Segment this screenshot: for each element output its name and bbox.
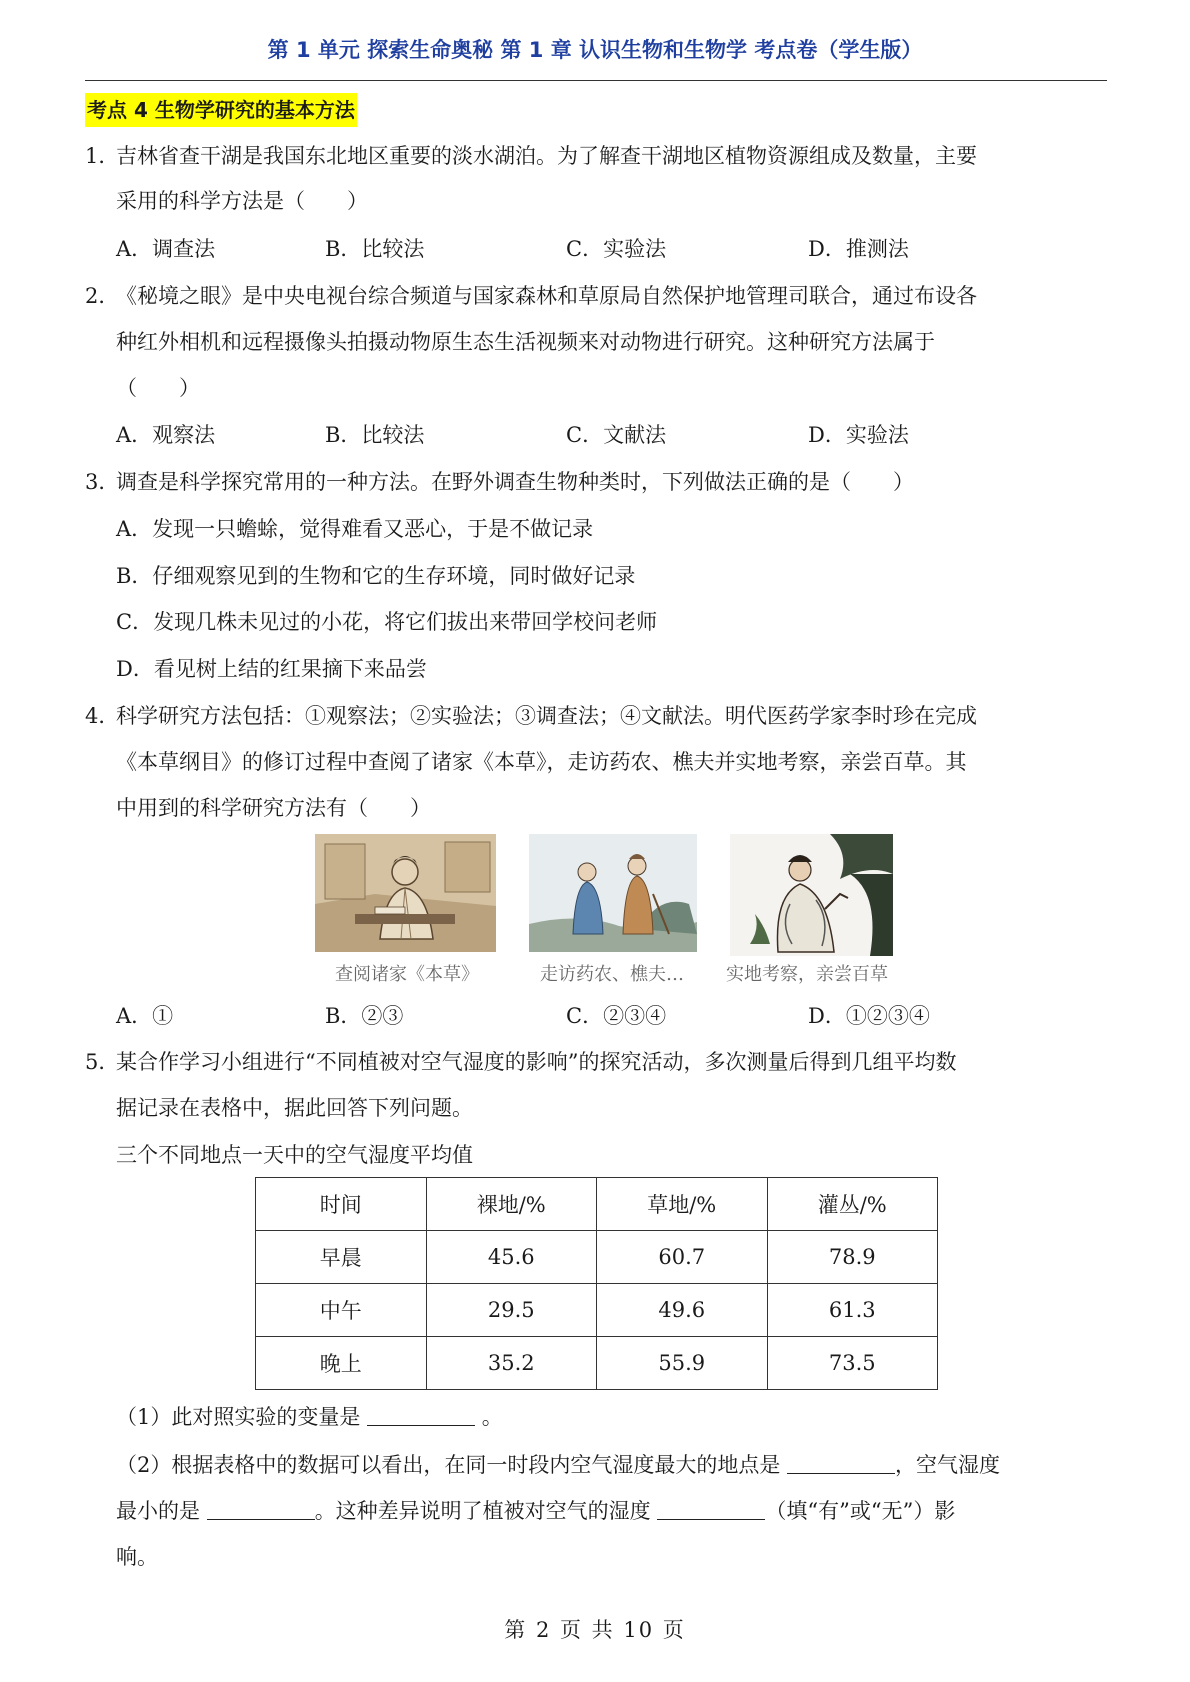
table-header-row	[256, 1178, 938, 1231]
scholar-reading-illustration	[315, 834, 496, 952]
table-cell: 78.9	[767, 1231, 938, 1284]
table-cell: 61.3	[767, 1284, 938, 1337]
q2-option-a: A．观察法	[116, 423, 216, 447]
q3-number: 3．	[85, 470, 120, 494]
caption-picture-1: 查阅诸家《本草》	[335, 964, 479, 985]
q4-option-b: B．②③	[325, 1004, 404, 1028]
q2-number: 2．	[85, 284, 120, 308]
field-investigation-illustration	[730, 834, 893, 956]
table-title: 三个不同地点一天中的空气湿度平均值	[116, 1143, 473, 1167]
page-footer: 第 2 页 共 10 页	[504, 1618, 686, 1642]
q5-sub2-line3: 响。	[116, 1545, 158, 1569]
table-header-cell: 时间	[256, 1178, 427, 1231]
table-header-cell: 草地/%	[597, 1178, 768, 1231]
q1-text-line1: 吉林省查干湖是我国东北地区重要的淡水湖泊。为了解查干湖地区植物资源组成及数量，主要	[116, 144, 977, 168]
table-cell: 早晨	[256, 1231, 427, 1284]
q1-option-c: C．实验法	[566, 237, 667, 261]
q2-text-line3: （ ）	[116, 376, 200, 400]
table-cell: 29.5	[426, 1284, 597, 1337]
q1-option-b: B．比较法	[325, 237, 425, 261]
q5-number: 5．	[85, 1050, 120, 1074]
q1-option-d: D．推测法	[808, 237, 909, 261]
q5-sub2-text-b: ，空气湿度	[895, 1453, 1001, 1477]
table-cell: 60.7	[597, 1231, 768, 1284]
answer-blank-4[interactable]	[657, 1499, 765, 1520]
q5-sub2-text-d: 。这种差异说明了植被对空气的湿度	[314, 1499, 651, 1523]
table-cell: 73.5	[767, 1337, 938, 1390]
q2-text-line1: 《秘境之眼》是中央电视台综合频道与国家森林和草原局自然保护地管理司联合，通过布设各	[116, 284, 977, 308]
humidity-table	[255, 1177, 938, 1390]
q1-number: 1．	[85, 144, 120, 168]
table-cell: 中午	[256, 1284, 427, 1337]
q3-option-d: D．看见树上结的红果摘下来品尝	[116, 657, 427, 681]
q2-option-d: D．实验法	[808, 423, 909, 447]
q2-option-b: B．比较法	[325, 423, 425, 447]
q5-sub2-line1	[116, 1450, 1000, 1480]
table-header-cell: 裸地/%	[426, 1178, 597, 1231]
q5-text-line2: 据记录在表格中，据此回答下列问题。	[116, 1096, 473, 1120]
q4-option-d: D．①②③④	[808, 1004, 930, 1028]
q2-text-line2: 种红外相机和远程摄像头拍摄动物原生态生活视频来对动物进行研究。这种研究方法属于	[116, 330, 935, 354]
answer-blank-3[interactable]	[207, 1499, 315, 1520]
table-cell: 49.6	[597, 1284, 768, 1337]
q5-sub1-text: （1）此对照实验的变量是	[116, 1405, 361, 1429]
visiting-farmers-illustration	[529, 834, 697, 952]
picture-consulting-books	[315, 834, 496, 952]
caption-picture-2: 走访药农、樵夫…	[540, 964, 684, 985]
q5-sub1-end: 。	[481, 1405, 503, 1429]
q4-text-line3: 中用到的科学研究方法有（ ）	[116, 796, 431, 820]
q3-option-a: A．发现一只蟾蜍，觉得难看又恶心，于是不做记录	[116, 517, 594, 541]
q5-sub2-text: （2）根据表格中的数据可以看出，在同一时段内空气湿度最大的地点是	[116, 1453, 781, 1477]
q3-text-line1: 调查是科学探究常用的一种方法。在野外调查生物种类时，下列做法正确的是（ ）	[116, 470, 914, 494]
q1-text-line2: 采用的科学方法是（ ）	[116, 189, 368, 213]
page-header: 第 1 单元 探索生命奥秘 第 1 章 认识生物和生物学 考点卷（学生版）	[267, 38, 923, 62]
q4-option-a: A．①	[116, 1004, 174, 1028]
table-row	[256, 1231, 938, 1284]
q4-number: 4．	[85, 704, 120, 728]
table-cell: 45.6	[426, 1231, 597, 1284]
q4-option-c: C．②③④	[566, 1004, 667, 1028]
q3-option-c: C．发现几株未见过的小花，将它们拔出来带回学校问老师	[116, 610, 658, 634]
answer-blank-2[interactable]	[787, 1453, 895, 1474]
caption-picture-3: 实地考察，亲尝百草	[726, 964, 888, 985]
section-title: 考点 4 生物学研究的基本方法	[85, 93, 357, 127]
table-header-cell: 灌丛/%	[767, 1178, 938, 1231]
q4-text-line2: 《本草纲目》的修订过程中查阅了诸家《本草》，走访药农、樵夫并实地考察，亲尝百草。其	[116, 750, 967, 774]
answer-blank-1[interactable]	[367, 1405, 475, 1426]
table-cell: 晚上	[256, 1337, 427, 1390]
q5-sub2-text-e: （填“有”或“无”）影	[765, 1499, 956, 1523]
q5-sub2-text-c: 最小的是	[116, 1499, 200, 1523]
table-row	[256, 1284, 938, 1337]
header-divider	[85, 80, 1107, 81]
q5-sub2-line2	[116, 1496, 955, 1526]
table-cell: 55.9	[597, 1337, 768, 1390]
q1-option-a: A．调查法	[116, 237, 216, 261]
picture-visiting-farmers	[529, 834, 697, 952]
q2-option-c: C．文献法	[566, 423, 667, 447]
table-row	[256, 1337, 938, 1390]
q5-text-line1: 某合作学习小组进行“不同植被对空气湿度的影响”的探究活动，多次测量后得到几组平均数	[116, 1050, 957, 1074]
q4-text-line1: 科学研究方法包括：①观察法；②实验法；③调查法；④文献法。明代医药学家李时珍在完成	[116, 704, 977, 728]
q5-sub1	[116, 1402, 503, 1432]
picture-field-investigation	[730, 834, 893, 956]
table-cell: 35.2	[426, 1337, 597, 1390]
q3-option-b: B．仔细观察见到的生物和它的生存环境，同时做好记录	[116, 564, 636, 588]
